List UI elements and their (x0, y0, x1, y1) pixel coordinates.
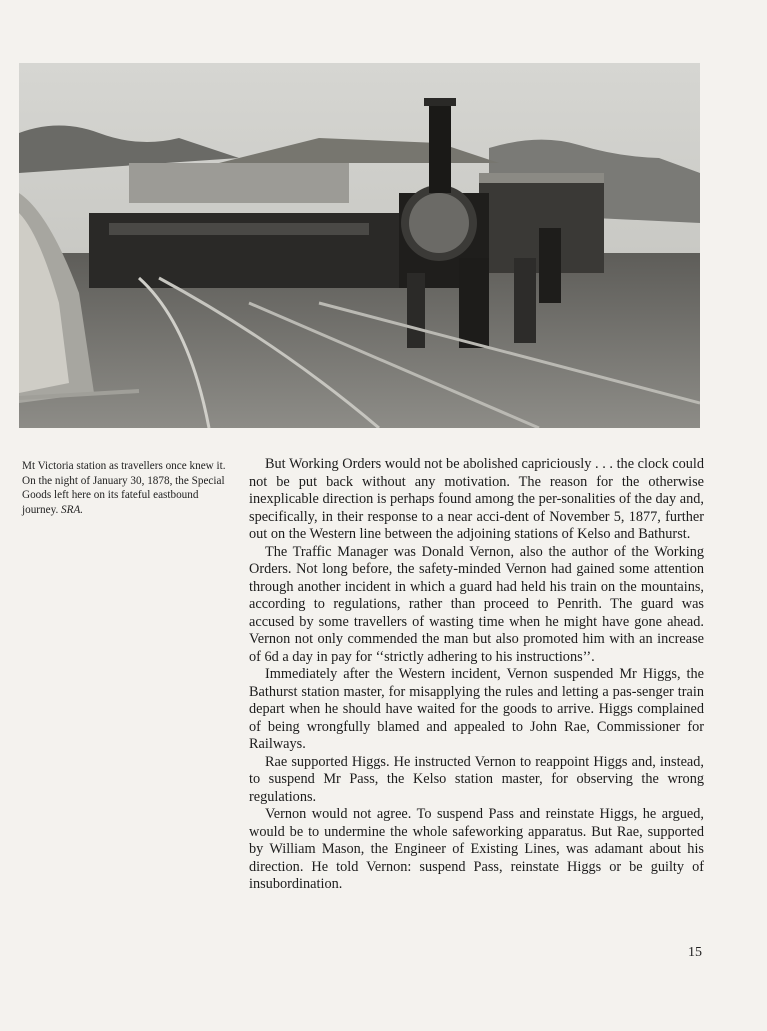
photo-caption (22, 459, 235, 517)
paragraph: Vernon would not agree. To suspend Pass and reinstate Higgs, he argued, would be to undermine the whole safeworking apparatus. But Rae, supported by William Mason, the Engineer of Existing Lines, was adamant about his direction. He told Vernon: suspend Pass, reinstate Higgs or be guilty of insubordination. (249, 806, 704, 892)
paragraph: But Working Orders would not be abolished capriciously . . . the clock could not be put back without any motivation. The reason for the otherwise inexplicable direction is perhaps found among the per-sonalities of the day and, specifically, in their response to a near acci-dent of November 5, 1877, further out on the Western line between the adjoining stations of Kelso and Bathurst. (249, 456, 704, 542)
page-number: 15 (688, 945, 702, 960)
railway-station-photo (19, 63, 700, 428)
paragraph: The Traffic Manager was Donald Vernon, also the author of the Working Orders. Not long before, the safety-minded Vernon had gained some attention through another incident in which a guard had held his train on the mountains, according to regulations, rather than proceed to Penrith. The guard was accused by some travellers of wasting time when he might have gone ahead. Vernon not only commended the man but also promoted him with an increase of 6d a day in pay for ‘‘strictly adhering to his instructions’’. (249, 543, 704, 665)
article-body (249, 456, 704, 894)
caption-credit: SRA. (61, 503, 84, 516)
paragraph: Rae supported Higgs. He instructed Vernon to reappoint Higgs and, instead, to suspend Mr Pass, the Kelso station master, for observing the wrong regulations. (249, 753, 704, 805)
photo-illustration (19, 63, 700, 428)
paragraph: Immediately after the Western incident, Vernon suspended Mr Higgs, the Bathurst station master, for misapplying the rules and letting a pas-senger train depart when he should have waited for the goods to arrive. Higgs complained of being wrongfully blamed and appealed to John Rae, Commissioner for Railways. (249, 666, 704, 752)
caption-text: Mt Victoria station as travellers once knew it. On the night of January 30, 1878, the Special Goods left here on its fateful eastbound journey. (22, 460, 226, 516)
